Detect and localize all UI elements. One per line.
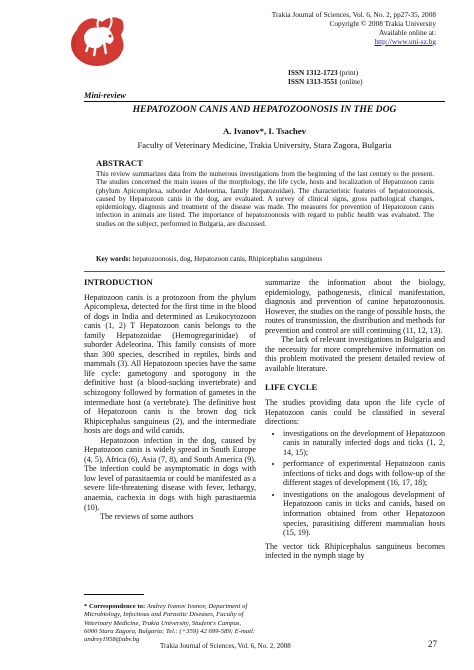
page-footer: Trakia Journal of Sciences, Vol. 6, No. 2, 2008	[160, 642, 291, 650]
authors: A. Ivanov*, I. Tsachev	[222, 126, 307, 136]
journal-url-link[interactable]: http://www.uni-sz.bg	[374, 37, 436, 46]
journal-logo	[64, 6, 134, 76]
article-title: HEPATOZOON CANIS AND HEPATOZOONOSIS IN THE DOG	[132, 104, 397, 115]
col2-paragraph-1: summarize the information about the biology, epidemiology, pathogenesis, clinical manifestation, diagnosis and prevention of canine hepatozoonosis. However, the studies on the range of possible hosts, the routes of transmission, the distribution and methods for prevention and control are still continuing (11, 12, 13).	[265, 278, 445, 335]
available-online-label: Available online at:	[378, 28, 436, 37]
col2-paragraph-3: The studies providing data upon the life cycle of Hepatozoon canis could be classified in several directions:	[265, 398, 445, 427]
page-number: 27	[428, 639, 437, 649]
journal-header	[250, 10, 436, 46]
introduction-heading: INTRODUCTION	[84, 277, 153, 287]
col2-paragraph-2: The lack of relevant investigations in Bulgaria and the necessity for more comprehensive information on this problem motivated the present detailed review of available literature.	[265, 335, 445, 373]
issn-online: ISSN 1313-3551	[288, 77, 338, 86]
keywords-label: Key words:	[96, 255, 131, 263]
issn-online-tag: (online)	[339, 77, 363, 86]
abstract-divider	[84, 271, 445, 272]
keywords-list: hepatozoonosis, dog, Hepatozoon canis, Rhipicephalus sanguineus	[132, 255, 323, 263]
abstract-heading: ABSTRACT	[96, 158, 143, 168]
keywords	[96, 255, 434, 263]
life-cycle-list	[265, 429, 445, 538]
issn-print: ISSN 1312-1723	[288, 68, 338, 77]
bull-emblem-icon	[64, 6, 134, 76]
intro-paragraph-1: Hepatozoon canis is a protozoon from the phylum Apicomplexa, detected for the first time in the blood of dogs in India and determined as Leukocytozoon canis (1, 2) T Hepatozoon canis belongs to the family Hepatozoidae (Hemogregarinidae) of suborder Adeleorina. This family consists of more than 300 species, described in reptiles, birds and mammals (3). All Hepatozoon species have the same life cycle: gametogony and sporogony in the definitive host (a blood-sucking invertebrate) and schizogony followed by formation of gametes in the intermediate host (a vertebrate). The definitive host of Hepatozoon canis is the brown dog tick Rhipicephalus sanguineus (2), and the intermediate hosts are dogs and wild canids.	[84, 292, 256, 436]
intro-paragraph-2: Hepatozoon infection in the dog, caused by Hepatozoon canis is widely spread in South Europe (4, 5), Africa (6), Asia (7, 8), and South America (9). The infection could be asymptomatic in dogs with low level of parasitaemia or could be manifested as a severe life-threatening disease with fever, lethargy, anaemia, cachexia in dogs with high parasitaemia (10).	[84, 435, 256, 512]
affiliation: Faculty of Veterinary Medicine, Trakia University, Stara Zagora, Bulgaria	[137, 140, 392, 150]
issn-block	[288, 68, 363, 86]
list-item: • investigations on the analogous development of Hepatozoon canis in ticks and canids, based on information obtained from other Hepatozoon species, parasitising different mammalian hosts (15, 19).	[283, 490, 445, 538]
list-item: • investigations on the development of Hepatozoon canis in naturally infected dogs and ticks (1, 2, 14, 15);	[283, 429, 445, 458]
footnote-text: Andrey Ivanov Ivanov, Department of Microbiology, Infectious and Parasitic Diseases, Faculty of Veterinary Medicine, Trakia University, Student's Campus, 6000 Stara Zagora, Bulgaria; Tel.: (+359) 42 699-589; E-mail: andrey1958@abv.bg	[84, 603, 256, 644]
copyright: Copyright © 2008 Trakia University	[329, 19, 436, 28]
journal-citation: Trakia Journal of Sciences, Vol. 6, No. 2, pp27-35, 2008	[271, 10, 436, 19]
correspondence-footnote	[84, 603, 256, 644]
life-cycle-heading: LIFE CYCLE	[265, 382, 318, 393]
left-column	[84, 278, 256, 522]
footnote-label: * Correspondence to:	[84, 603, 146, 610]
section-label: Mini-review	[84, 91, 126, 100]
right-column	[265, 278, 445, 561]
issn-print-tag: (print)	[339, 68, 359, 77]
abstract-text: This review summarizes data from the numerous investigations from the beginning of the last century to the present. The studies concerned the main issues of the morphology, the life cycle, hosts and localization of Hepatozoon canis (phylum Apicomplexa, suborder Adeleorina, family Hepatozoidae). The characteristic features of hepatozoonosis, caused by Hepatozoon canis in the dog, are evaluated. A survey of clinical signs, gross pathological changes, epidemiology, diagnosis and treatment of the disease was made. The measures for prevention of Hepatozoon canis infection in animals are listed. The importance of hepatozoonosis with regard to public health was evaluated. The studies on the subject, performed in Bulgaria, are discussed.	[96, 170, 434, 228]
list-item: • performance of experimental Hepatozoon canis infections of ticks and dogs with follow-up of the different stages of development (16, 17, 18);	[283, 459, 445, 488]
col2-paragraph-4: The vector tick Rhipicephalus sanguineus becomes infected in the nymph stage by	[265, 541, 445, 561]
title-rule	[84, 101, 445, 102]
intro-paragraph-3: The reviews of some authors	[100, 512, 194, 522]
footnote-rule	[84, 594, 144, 595]
